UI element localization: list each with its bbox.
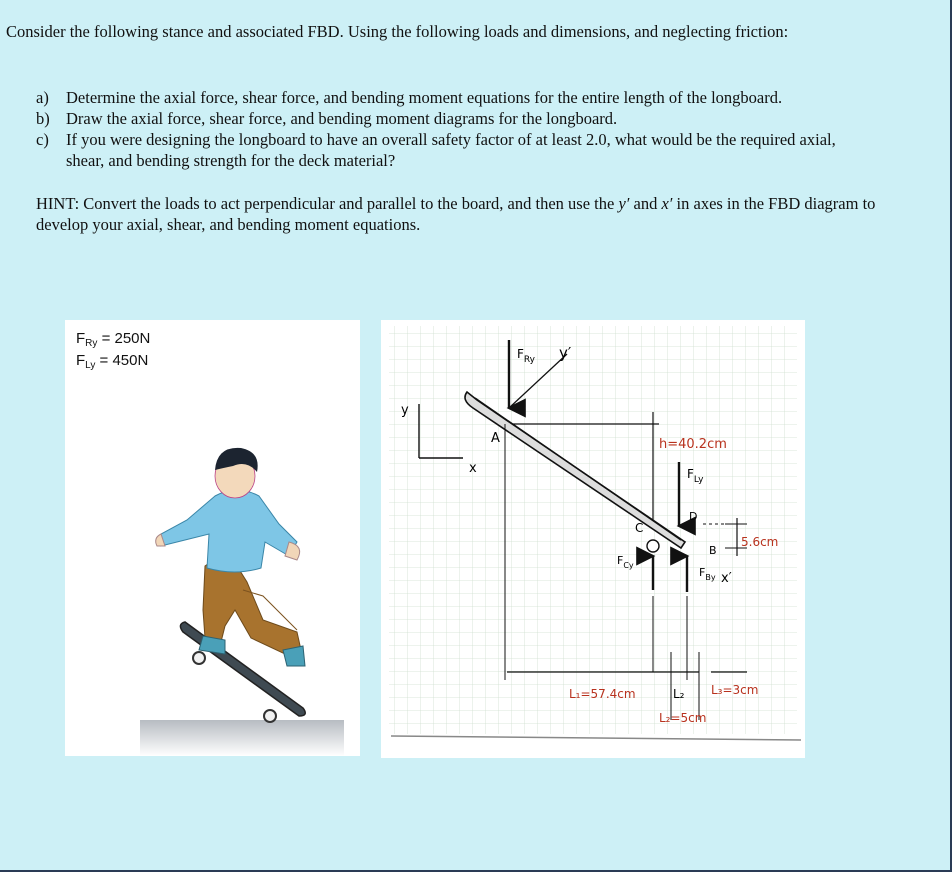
- fly-label: F: [687, 467, 694, 481]
- question-text: Draw the axial force, shear force, and bending moment diagrams for the longboard.: [66, 109, 618, 128]
- load-symbol: F: [76, 352, 86, 369]
- skater-illustration-panel: [65, 320, 360, 756]
- fbd-panel: [381, 320, 805, 758]
- hint-var-x: x′: [661, 194, 673, 213]
- hint-part: HINT: Convert the loads to act perpendicular and parallel to the board, and then use the: [36, 194, 619, 213]
- l1-label: L₁=57.4cm: [569, 687, 636, 701]
- hint-part: and: [629, 194, 662, 213]
- skater-torso: [156, 490, 300, 572]
- question-label: a): [36, 88, 49, 107]
- point-b-label: B: [709, 544, 717, 557]
- question-list: [36, 87, 876, 171]
- hint-var-y: y′: [618, 194, 630, 213]
- question-text: Determine the axial force, shear force, and bending moment equations for the entire length of the longboard.: [66, 88, 783, 107]
- axis-x-label: x: [469, 461, 477, 476]
- load-symbol: F: [76, 330, 86, 347]
- fby-subscript: By: [705, 573, 716, 582]
- height-label: h=40.2cm: [659, 437, 727, 452]
- hint-text: [36, 193, 876, 235]
- fby-label: F: [699, 566, 706, 579]
- question-c: [36, 129, 876, 171]
- floor: [140, 720, 344, 756]
- x-prime-label: x′: [721, 571, 732, 586]
- graph-paper: [389, 326, 797, 734]
- l3-label: L₃=3cm: [711, 683, 759, 697]
- fry-label: F: [517, 347, 524, 361]
- fry-subscript: Ry: [523, 355, 535, 365]
- load-value: = 250N: [97, 330, 151, 347]
- question-text: If you were designing the longboard to have an overall safety factor of at least 2.0, what would be the required axial, shear, and bending strength for the deck material?: [66, 130, 836, 170]
- question-label: c): [36, 130, 49, 149]
- skater-head: [215, 448, 258, 498]
- load-subscript: Ry: [85, 338, 98, 349]
- load-subscript: Ly: [85, 360, 96, 371]
- fly-subscript: Ly: [693, 475, 704, 485]
- load-value: = 450N: [95, 352, 149, 369]
- y-prime-label: y′: [559, 344, 572, 362]
- point-d-label: D: [689, 510, 698, 523]
- free-body-diagram: [381, 320, 805, 758]
- skater-drawing: [65, 320, 360, 756]
- fcy-subscript: Cy: [623, 561, 634, 570]
- point-a-label: A: [491, 431, 500, 446]
- hint-part: in axes in the FBD diagram to develop your axial, shear, and bending moment equations.: [36, 194, 876, 234]
- question-b: [36, 108, 876, 129]
- l2-label: L₂: [673, 687, 685, 701]
- question-a: [36, 87, 876, 108]
- fcy-label: F: [617, 554, 624, 567]
- problem-intro: Consider the following stance and associated FBD. Using the following loads and dimensions, and neglecting friction:: [6, 22, 789, 41]
- skater-legs: [199, 562, 305, 666]
- question-label: b): [36, 109, 50, 128]
- axis-y-label: y: [401, 403, 409, 418]
- l2-value-label: L₂=5cm: [659, 711, 707, 725]
- gap-label: 5.6cm: [741, 535, 779, 549]
- torn-edge: [391, 736, 801, 740]
- point-c-label: C: [635, 521, 644, 535]
